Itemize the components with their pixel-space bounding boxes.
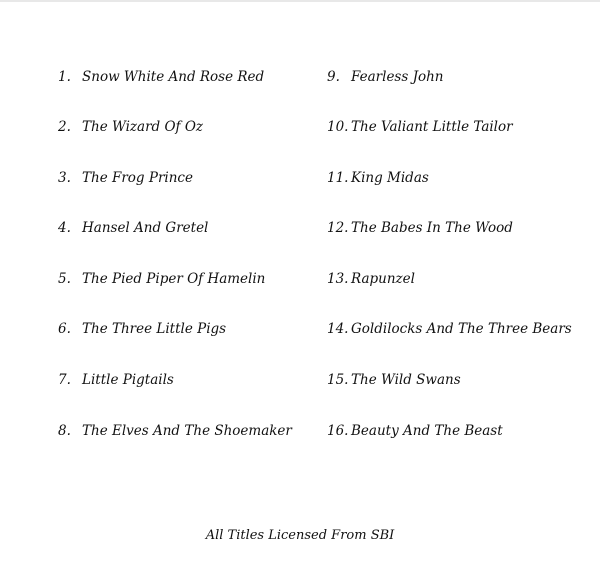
track-title: The Frog Prince	[82, 170, 193, 186]
track-number: 1.	[58, 69, 71, 85]
track-item-9	[327, 71, 444, 85]
track-number: 7.	[58, 372, 71, 388]
track-number: 11.	[327, 170, 349, 186]
track-item-3	[58, 172, 193, 186]
track-item-2	[58, 121, 203, 135]
track-item-8	[58, 425, 292, 439]
track-number: 9.	[327, 69, 340, 85]
track-title: Fearless John	[351, 69, 444, 85]
track-number: 8.	[58, 423, 71, 439]
track-title: Little Pigtails	[82, 372, 174, 388]
track-number: 10.	[327, 119, 349, 135]
track-item-11	[327, 172, 429, 186]
track-item-12	[327, 222, 513, 236]
track-title: The Pied Piper Of Hamelin	[82, 271, 266, 287]
track-item-13	[327, 273, 415, 287]
track-item-1	[58, 71, 264, 85]
track-number: 3.	[58, 170, 71, 186]
track-title: The Wizard Of Oz	[82, 119, 204, 135]
track-item-14	[327, 323, 572, 337]
track-item-16	[327, 425, 503, 439]
track-title: The Three Little Pigs	[82, 321, 227, 337]
track-item-10	[327, 121, 513, 135]
track-item-7	[58, 374, 174, 388]
track-number: 15.	[327, 372, 349, 388]
track-number: 6.	[58, 321, 71, 337]
track-title: The Valiant Little Tailor	[351, 119, 513, 135]
track-title: Goldilocks And The Three Bears	[351, 321, 572, 337]
track-number: 14.	[327, 321, 349, 337]
track-title: The Wild Swans	[351, 372, 461, 388]
track-item-4	[58, 222, 208, 236]
track-number: 13.	[327, 271, 349, 287]
track-item-15	[327, 374, 461, 388]
track-number: 5.	[58, 271, 71, 287]
track-number: 16.	[327, 423, 349, 439]
page-top-edge	[0, 0, 600, 2]
track-title: Snow White And Rose Red	[82, 69, 265, 85]
track-number: 12.	[327, 220, 349, 236]
track-title: King Midas	[351, 170, 429, 186]
track-item-6	[58, 323, 226, 337]
track-title: Rapunzel	[351, 271, 415, 287]
track-title: Beauty And The Beast	[351, 423, 503, 439]
track-item-5	[58, 273, 265, 287]
track-title: The Babes In The Wood	[351, 220, 513, 236]
track-title: The Elves And The Shoemaker	[82, 423, 292, 439]
license-footer: All Titles Licensed From SBI	[205, 528, 395, 543]
track-number: 4.	[58, 220, 71, 236]
track-title: Hansel And Gretel	[82, 220, 209, 236]
track-number: 2.	[58, 119, 71, 135]
